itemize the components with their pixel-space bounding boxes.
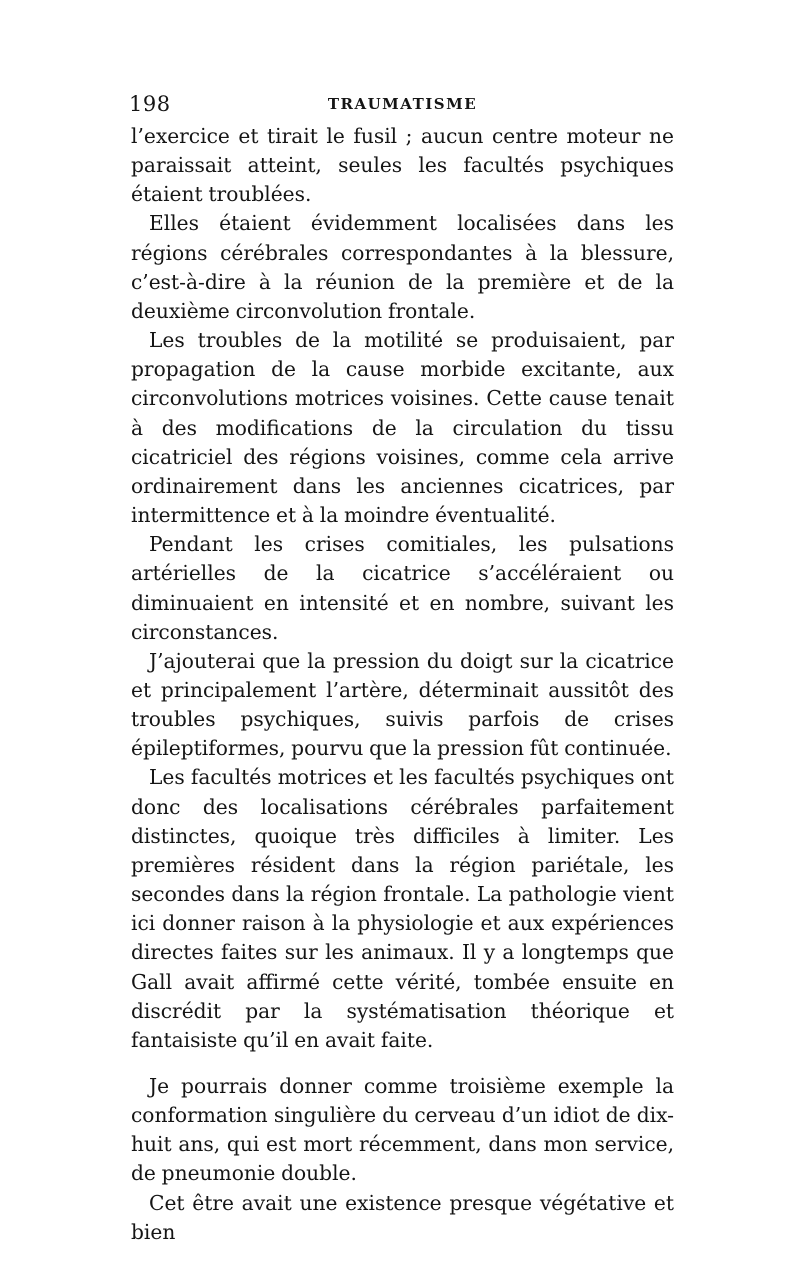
paragraph-6: Les facultés motrices et les facultés psychiques ont donc des localisations cérébrales parfaitement distinctes, quoique très difficiles à limiter. Les premières résident dans la région pariétale, les secondes dans la région frontale. La pathologie vient ici donner raison à la physiologie et aux expériences directes faites sur les animaux. Il y a longtemps que Gall avait affirmé cette vérité, tombée ensuite en discrédit par la systématisation théorique et fantaisiste qu’il en avait faite. [131,765,674,1052]
page-header [131,92,674,122]
paragraph-5: J’ajouterai que la pression du doigt sur la cicatrice et principalement l’artère, déterminait aussitôt des troubles psychiques, suivis parfois de crises épileptiformes, pourvu que la pression fût continuée. [131,648,674,761]
paragraph-8: Cet être avait une existence presque végétative et bien [131,1190,674,1244]
paragraph-3: Les troubles de la motilité se produisaient, par propagation de la cause morbide excitante, aux circonvolutions motrices voisines. Cette cause tenait à des modifications de la circulation du tissu cicatriciel des régions voisines, comme cela arrive ordinairement dans les anciennes cicatrices, par intermittence et à la moindre éventualité. [131,328,674,528]
page-number: 198 [129,92,171,116]
book-page [131,92,674,1247]
paragraph-1: l’exercice et tirait le fusil ; aucun centre moteur ne paraissait atteint, seules les facultés psychiques étaient troublées. [131,124,674,207]
paragraph-2: Elles étaient évidemment localisées dans les régions cérébrales correspondantes à la blessure, c’est-à-dire à la réunion de la première et de la deuxième circonvolution frontale. [131,211,674,323]
paragraph-4: Pendant les crises comitiales, les pulsations artérielles de la cicatrice s’accéléraient ou diminuaient en intensité et en nombre, suivant les circonstances. [131,532,674,644]
running-head: TRAUMATISME [327,95,478,113]
paragraph-7: Je pourrais donner comme troisième exemple la conformation singulière du cerveau d’un idiot de dix-huit ans, qui est mort récemment, dans mon service, de pneumonie double. [131,1074,674,1186]
